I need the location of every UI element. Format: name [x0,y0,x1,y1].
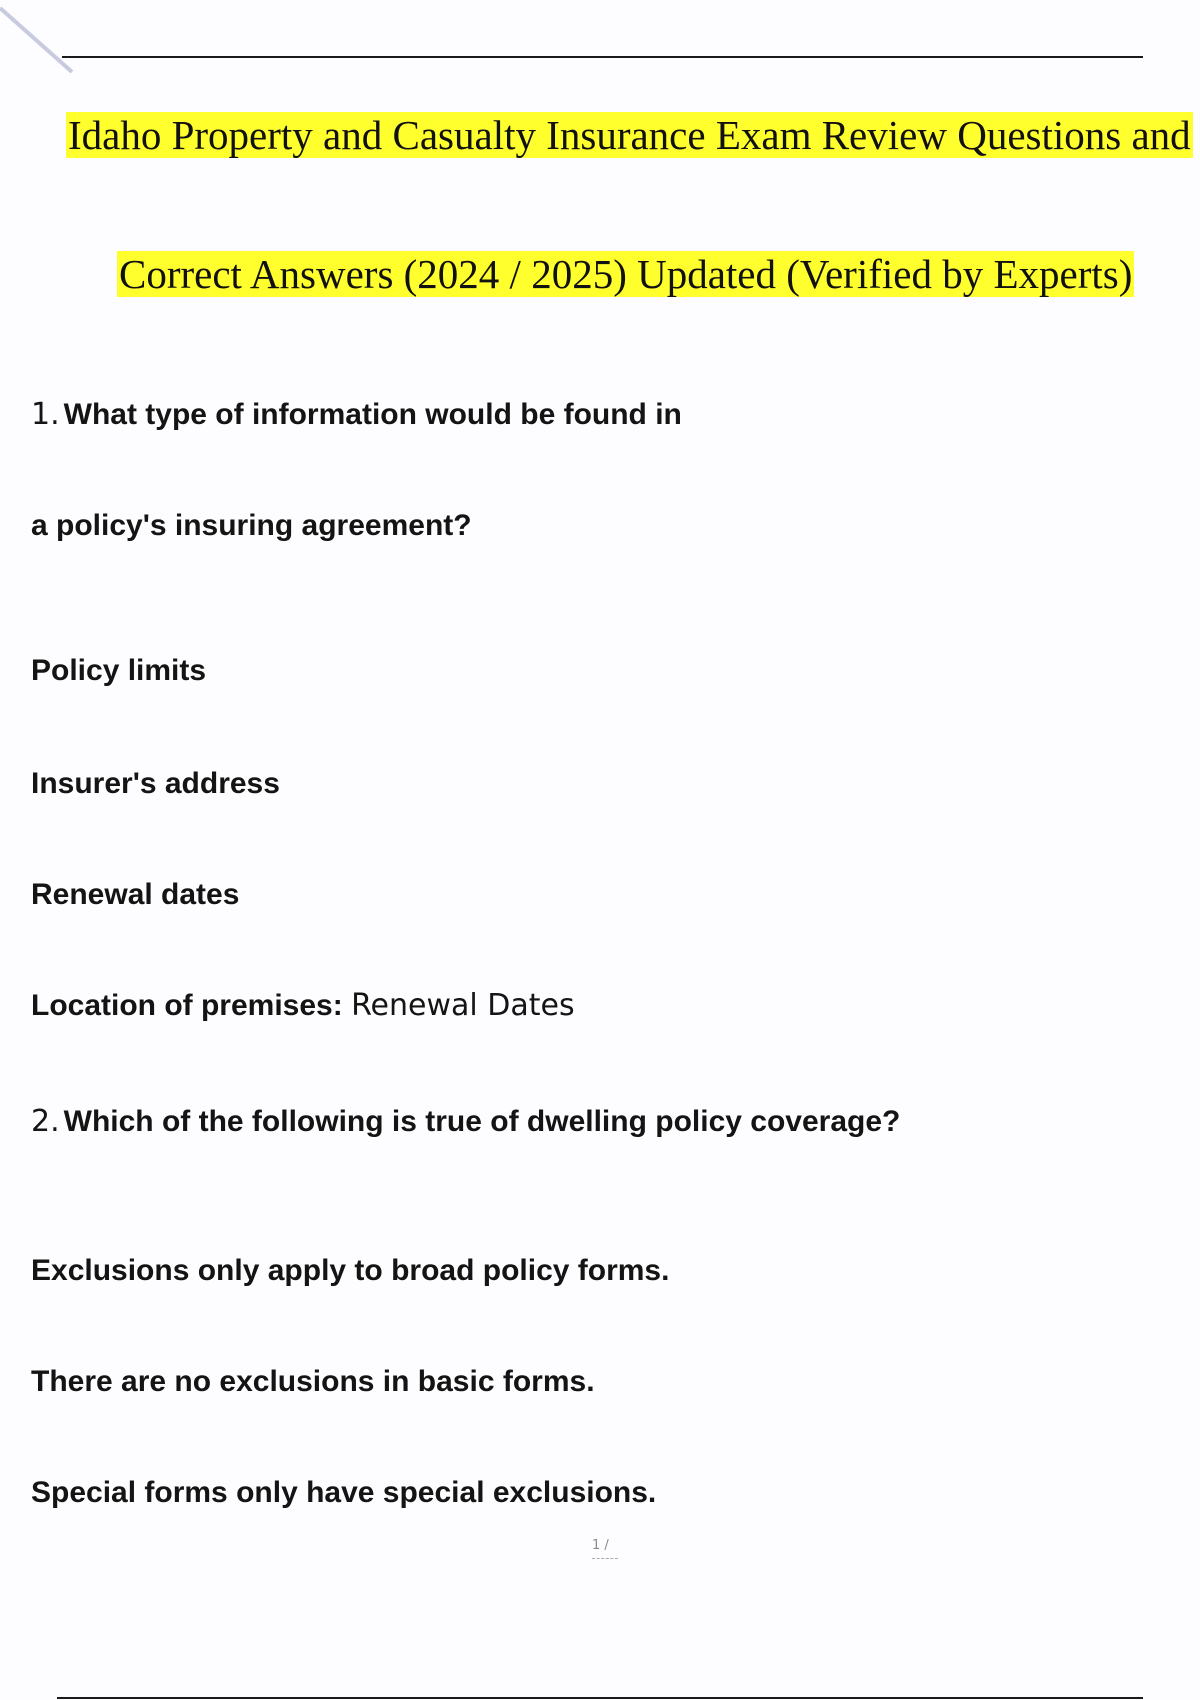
question-1 [31,397,682,433]
question-2-option-3: Special forms only have special exclusions. [31,1476,657,1509]
page-number: 1 / [592,1538,609,1553]
title-line-2-text: Correct Answers (2024 / 2025) Updated (Verified by Experts) [119,251,1133,297]
question-1-number: 1. [31,397,60,432]
question-2-number: 2. [31,1104,60,1139]
corner-fold-mark [0,0,80,80]
question-1-answer: Renewal Dates [351,988,575,1023]
question-1-option-4-label: Location of premises: [31,989,343,1022]
question-1-option-3: Renewal dates [31,878,240,911]
title-line-1-text: Idaho Property and Casualty Insurance Exam Review Questions and [68,112,1191,158]
question-2-option-2: There are no exclusions in basic forms. [31,1365,595,1398]
question-2-text-line-1: Which of the following is true of dwelling policy coverage? [63,1105,901,1138]
question-1-text-line-1: What type of information would be found in [63,398,682,431]
bottom-rule [57,1697,1143,1699]
question-1-text-line-2: a policy's insuring agreement? [31,509,472,542]
question-2 [31,1104,900,1140]
question-1-option-4 [31,988,575,1024]
document-title-line-1 [66,111,1193,159]
question-2-option-1: Exclusions only apply to broad policy forms. [31,1254,670,1287]
document-title-line-2 [117,250,1134,298]
question-1-option-1: Policy limits [31,654,207,687]
top-rule [62,56,1143,58]
question-1-option-2: Insurer's address [31,767,280,800]
page-number-underline [592,1558,618,1559]
